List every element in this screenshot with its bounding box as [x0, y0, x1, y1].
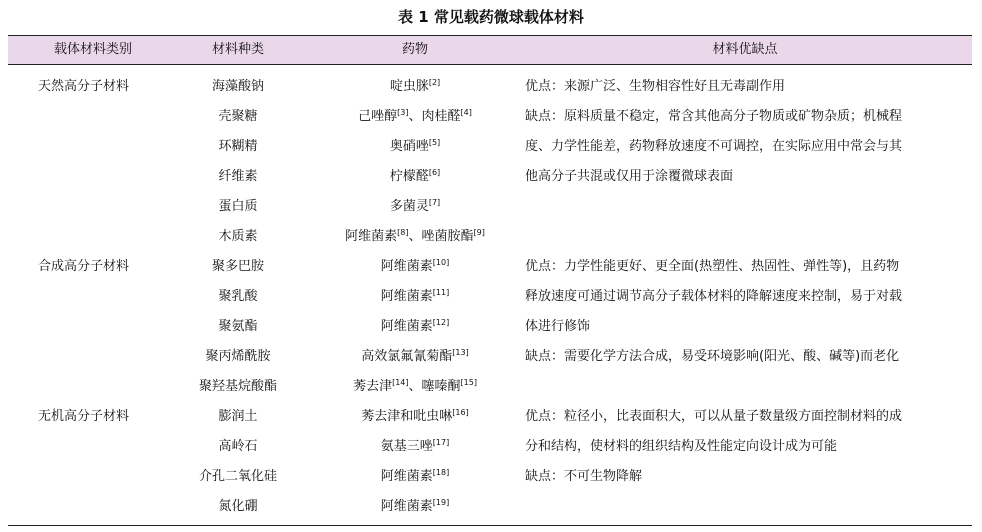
pros-cons-line: 缺点：不可生物降解 [525, 469, 643, 484]
material-cell: 介孔二氧化硅 [198, 469, 277, 484]
reference-mark: [8] [397, 228, 409, 237]
material-cell: 聚多巴胺 [211, 259, 264, 274]
drug-name: 啶虫脒 [389, 79, 429, 94]
material-cell: 海藻酸钠 [211, 79, 264, 94]
drug-cell [320, 342, 510, 372]
pros-cons-line: 缺点：需要化学方法合成，易受环境影响(阳光、酸、碱等)而老化 [525, 349, 900, 364]
pros-cons-line: 他高分子共混或仅用于涂覆微球表面 [525, 169, 734, 184]
category-cell: 天然高分子材料 [38, 79, 130, 94]
drug-name: 阿维菌素 [380, 319, 433, 334]
drug-cell [320, 102, 510, 132]
drug-name: 多菌灵 [389, 199, 429, 214]
material-cell: 聚氨酯 [218, 319, 258, 334]
drug-cell [320, 162, 510, 192]
drug-name: 阿维菌素 [380, 499, 433, 514]
table-header [8, 36, 972, 65]
drug-name: 高效氯氟氰菊酯 [361, 349, 453, 364]
drug-name: 、噻嗪酮 [408, 379, 461, 394]
reference-mark: [14] [392, 378, 409, 387]
category-cell: 合成高分子材料 [38, 259, 130, 274]
pros-cons-line: 体进行修饰 [525, 319, 591, 334]
reference-mark: [15] [460, 378, 477, 387]
pros-cons-line: 优点：来源广泛、生物相容性好且无毒副作用 [525, 79, 786, 94]
reference-mark: [18] [432, 468, 450, 477]
material-cell: 氮化硼 [218, 499, 258, 514]
reference-mark: [10] [432, 258, 450, 267]
material-cell: 木质素 [218, 229, 258, 244]
drug-name: 莠去津和吡虫啉 [361, 409, 453, 424]
material-cell: 高岭石 [218, 439, 258, 454]
pros-cons-line: 优点：粒径小，比表面积大，可以从量子数量级方面控制材料的成 [525, 409, 903, 424]
drug-name: 奥硝唑 [389, 139, 429, 154]
drug-name: 阿维菌素 [380, 259, 433, 274]
drug-cell [320, 492, 510, 522]
material-cell: 壳聚糖 [218, 109, 258, 124]
pros-cons-line: 优点：力学性能更好、更全面(热塑性、热固性、弹性等)，且药物 [525, 259, 900, 274]
drug-cell [320, 252, 510, 282]
header-pros-cons: 材料优缺点 [712, 42, 778, 57]
drug-name: 柠檬醛 [389, 169, 429, 184]
category-cell: 无机高分子材料 [38, 409, 130, 424]
reference-mark: [4] [460, 108, 472, 117]
reference-mark: [11] [432, 288, 450, 297]
reference-mark: [19] [432, 498, 450, 507]
drug-cell [320, 402, 510, 432]
drug-cell [320, 432, 510, 462]
header-category: 载体材料类别 [53, 42, 132, 57]
material-cell: 纤维素 [218, 169, 258, 184]
pros-cons-line: 度、力学性能差，药物释放速度不可调控，在实际应用中常会与其 [525, 139, 903, 154]
reference-mark: [2] [428, 78, 441, 87]
drug-cell [320, 462, 510, 492]
material-cell: 环糊精 [218, 139, 258, 154]
drug-name: 阿维菌素 [380, 289, 433, 304]
table-bottom-rule [8, 525, 972, 526]
drug-cell [320, 222, 510, 252]
drug-cell [320, 192, 510, 222]
material-cell: 聚羟基烷酸酯 [198, 379, 277, 394]
drug-name: 氨基三唑 [380, 439, 433, 454]
drug-cell [320, 312, 510, 342]
reference-mark: [6] [428, 168, 441, 177]
drug-name: 己唑醇 [358, 109, 398, 124]
drug-name: 莠去津 [353, 379, 393, 394]
reference-mark: [12] [432, 318, 450, 327]
material-cell: 聚乳酸 [218, 289, 258, 304]
reference-mark: [3] [397, 108, 409, 117]
drug-name: 、肉桂醛 [408, 109, 461, 124]
pros-cons-line: 分和结构，使材料的组织结构及性能定向设计成为可能 [525, 439, 838, 454]
drug-cell [320, 372, 510, 402]
reference-mark: [13] [452, 348, 469, 357]
header-material: 材料种类 [211, 42, 264, 57]
drug-cell [320, 282, 510, 312]
pros-cons-line: 缺点：原料质量不稳定，常含其他高分子物质或矿物杂质；机械程 [525, 109, 903, 124]
reference-mark: [7] [428, 198, 441, 207]
material-cell: 聚丙烯酰胺 [205, 349, 271, 364]
reference-mark: [17] [432, 438, 450, 447]
drug-name: 、唑菌胺酯 [408, 229, 474, 244]
drug-cell [320, 72, 510, 102]
header-drug: 药物 [401, 42, 428, 57]
reference-mark: [5] [428, 138, 441, 147]
reference-mark: [9] [473, 228, 485, 237]
drug-name: 阿维菌素 [345, 229, 398, 244]
drug-name: 阿维菌素 [380, 469, 433, 484]
material-cell: 蛋白质 [218, 199, 258, 214]
pros-cons-line: 释放速度可通过调节高分子载体材料的降解速度来控制，易于对载 [525, 289, 903, 304]
drug-cell [320, 132, 510, 162]
table-caption: 表 1 常见载药微球载体材料 [398, 8, 584, 26]
material-cell: 膨润土 [218, 409, 258, 424]
reference-mark: [16] [452, 408, 469, 417]
